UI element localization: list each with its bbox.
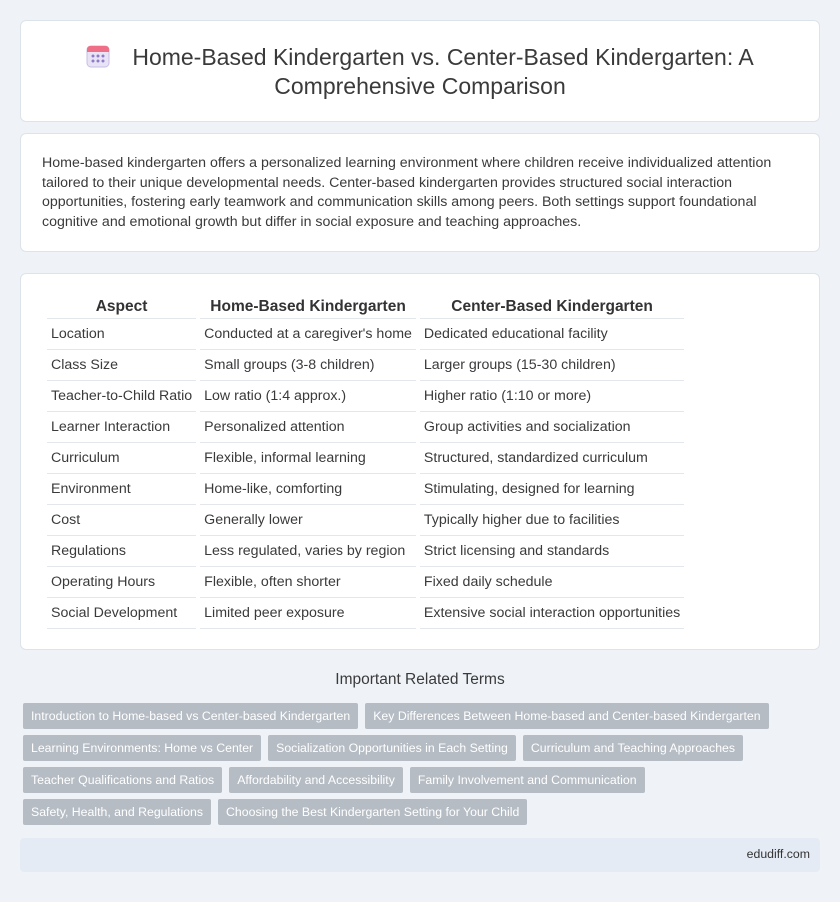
table-row — [47, 536, 684, 567]
aspect-cell: Environment — [47, 474, 196, 505]
site-link[interactable]: edudiff.com — [746, 847, 810, 861]
home-cell: Generally lower — [200, 505, 416, 536]
center-cell: Typically higher due to facilities — [420, 505, 684, 536]
aspect-cell: Cost — [47, 505, 196, 536]
center-cell: Higher ratio (1:10 or more) — [420, 381, 684, 412]
center-cell: Structured, standardized curriculum — [420, 443, 684, 474]
center-cell: Larger groups (15-30 children) — [420, 350, 684, 381]
home-cell: Conducted at a caregiver's home — [200, 319, 416, 350]
home-cell: Home-like, comforting — [200, 474, 416, 505]
aspect-cell: Operating Hours — [47, 567, 196, 598]
title-card — [20, 20, 820, 122]
intro-card — [20, 133, 820, 252]
center-cell: Stimulating, designed for learning — [420, 474, 684, 505]
table-row — [47, 598, 684, 629]
related-terms-heading: Important Related Terms — [335, 671, 505, 688]
center-cell: Group activities and socialization — [420, 412, 684, 443]
header-home-based: Home-Based Kindergarten — [200, 296, 416, 319]
comparison-card — [20, 273, 820, 650]
related-term-tag[interactable]: Choosing the Best Kindergarten Setting for Your Child — [218, 799, 527, 825]
table-row — [47, 412, 684, 443]
comparison-table — [43, 296, 688, 629]
related-term-tag[interactable]: Learning Environments: Home vs Center — [23, 735, 261, 761]
related-terms-list — [23, 703, 783, 825]
aspect-cell: Learner Interaction — [47, 412, 196, 443]
aspect-cell: Regulations — [47, 536, 196, 567]
center-cell: Fixed daily schedule — [420, 567, 684, 598]
table-row — [47, 474, 684, 505]
table-row — [47, 319, 684, 350]
footer — [20, 838, 820, 872]
related-term-tag[interactable]: Safety, Health, and Regulations — [23, 799, 211, 825]
related-term-tag[interactable]: Key Differences Between Home-based and Center-based Kindergarten — [365, 703, 768, 729]
home-cell: Personalized attention — [200, 412, 416, 443]
aspect-cell: Teacher-to-Child Ratio — [47, 381, 196, 412]
home-cell: Small groups (3-8 children) — [200, 350, 416, 381]
aspect-cell: Social Development — [47, 598, 196, 629]
header-aspect: Aspect — [47, 296, 196, 319]
table-row — [47, 443, 684, 474]
home-cell: Low ratio (1:4 approx.) — [200, 381, 416, 412]
center-cell: Dedicated educational facility — [420, 319, 684, 350]
related-term-tag[interactable]: Introduction to Home-based vs Center-based Kindergarten — [23, 703, 358, 729]
table-row — [47, 350, 684, 381]
home-cell: Flexible, informal learning — [200, 443, 416, 474]
table-row — [47, 567, 684, 598]
intro-paragraph: Home-based kindergarten offers a personalized learning environment where children receive individualized attention tailored to their unique developmental needs. Center-based kindergarten provides structured social interaction opportunities, fostering early teamwork and communication skills among peers. Both settings support foundational cognitive and emotional growth but differ in social exposure and teaching approaches. — [42, 155, 772, 230]
related-term-tag[interactable]: Curriculum and Teaching Approaches — [523, 735, 743, 761]
page-title — [21, 43, 819, 101]
center-cell: Extensive social interaction opportunities — [420, 598, 684, 629]
table-row — [47, 381, 684, 412]
home-cell: Limited peer exposure — [200, 598, 416, 629]
related-term-tag[interactable]: Family Involvement and Communication — [410, 767, 645, 793]
page-title-text: Home-Based Kindergarten vs. Center-Based Kindergarten: A Comprehensive Comparison — [132, 44, 754, 99]
related-term-tag[interactable]: Teacher Qualifications and Ratios — [23, 767, 222, 793]
calendar-icon — [86, 44, 110, 68]
aspect-cell: Class Size — [47, 350, 196, 381]
table-header-row — [47, 296, 684, 319]
home-cell: Flexible, often shorter — [200, 567, 416, 598]
aspect-cell: Curriculum — [47, 443, 196, 474]
header-center-based: Center-Based Kindergarten — [420, 296, 684, 319]
table-row — [47, 505, 684, 536]
home-cell: Less regulated, varies by region — [200, 536, 416, 567]
related-term-tag[interactable]: Affordability and Accessibility — [229, 767, 403, 793]
aspect-cell: Location — [47, 319, 196, 350]
related-term-tag[interactable]: Socialization Opportunities in Each Setting — [268, 735, 516, 761]
center-cell: Strict licensing and standards — [420, 536, 684, 567]
